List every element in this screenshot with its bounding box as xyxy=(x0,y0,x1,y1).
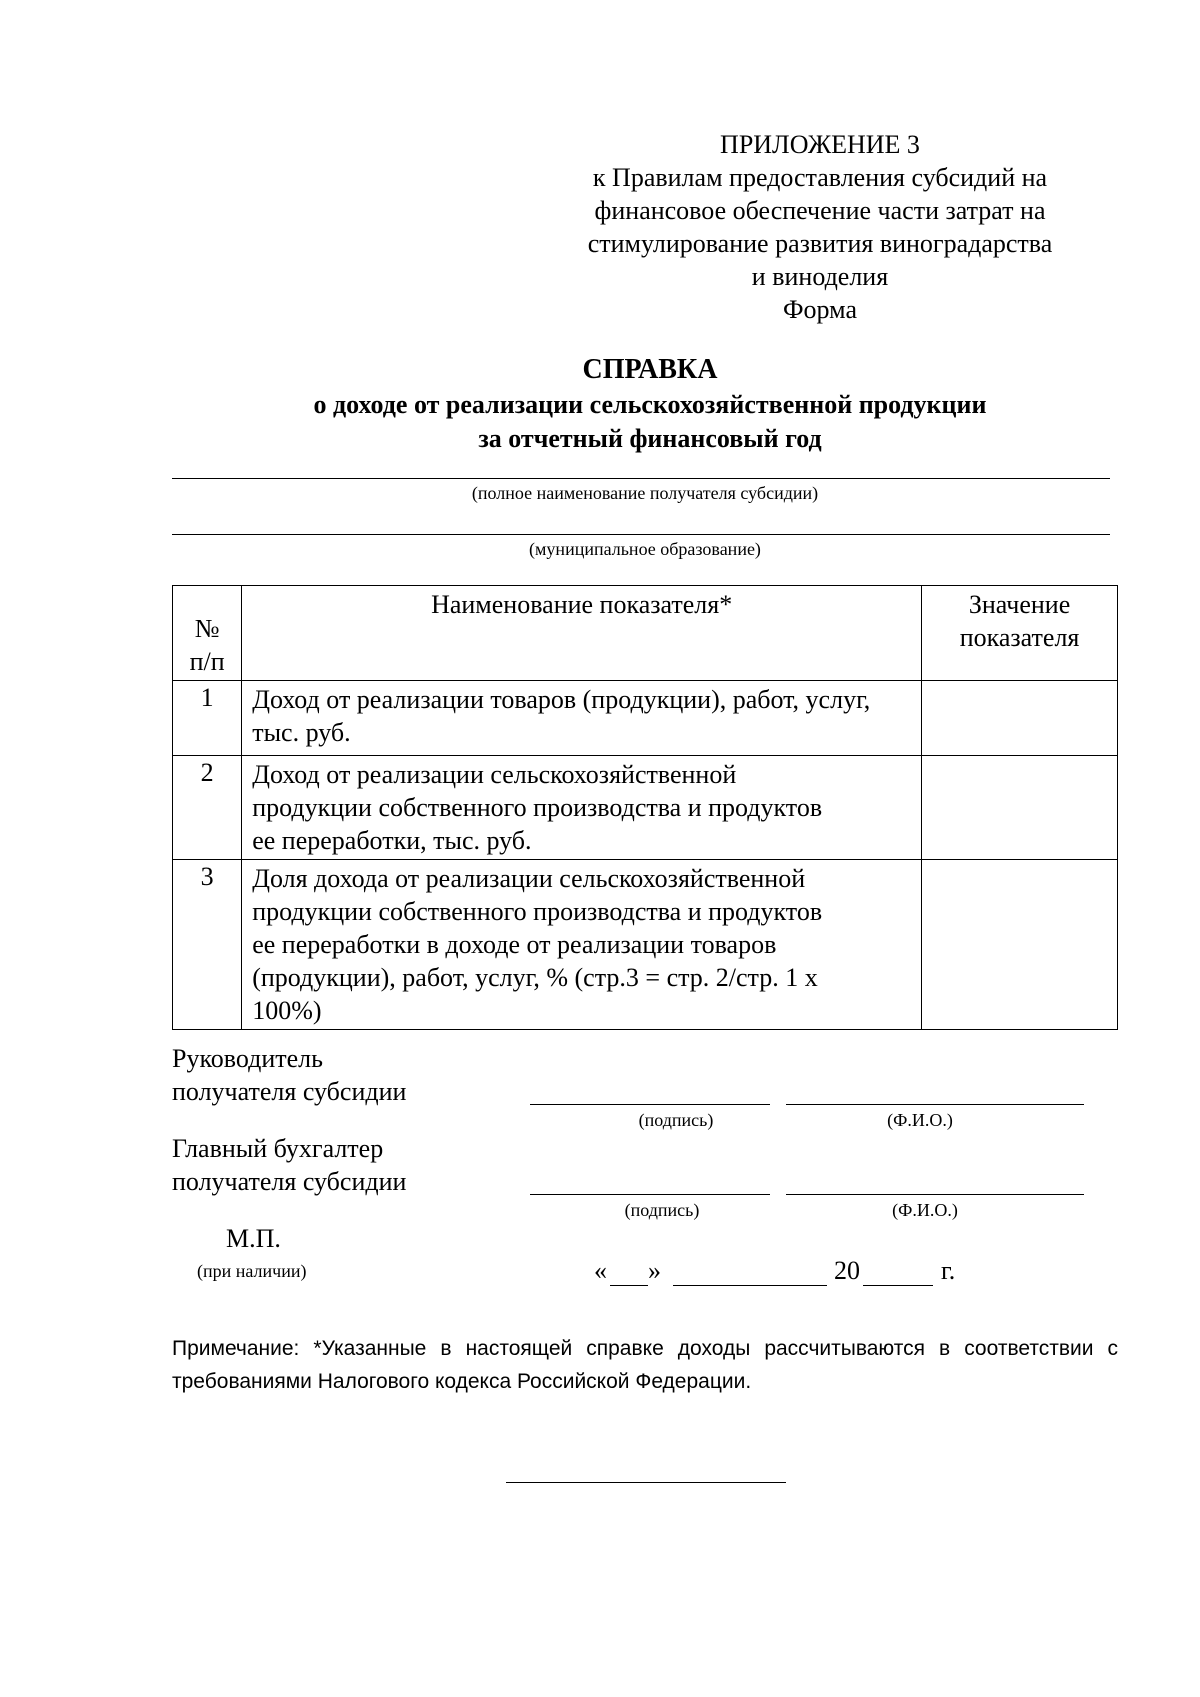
date-open-quote: « xyxy=(594,1256,607,1285)
footnote xyxy=(172,1332,1118,1398)
appendix-header xyxy=(540,128,1100,326)
appendix-line: финансовое обеспечение части затрат на xyxy=(594,196,1046,225)
stamp-label: М.П. xyxy=(226,1224,281,1253)
stamp-note: (при наличии) xyxy=(197,1261,307,1281)
row-value-cell[interactable] xyxy=(922,681,1118,756)
date-year-prefix: 20 xyxy=(834,1256,860,1285)
appendix-line: и виноделия xyxy=(751,262,889,291)
table-header-row xyxy=(173,586,1118,681)
accountant-fio-caption: (Ф.И.О.) xyxy=(892,1200,958,1220)
row-value-cell[interactable] xyxy=(922,756,1118,860)
row-number: 3 xyxy=(173,860,242,1030)
title-subline: о доходе от реализации сельскохозяйственной продукции xyxy=(313,390,987,419)
table-row xyxy=(173,756,1118,860)
row-number: 1 xyxy=(173,681,242,756)
form-label: Форма xyxy=(783,295,857,324)
row-number: 2 xyxy=(173,756,242,860)
head-fio-line[interactable] xyxy=(786,1104,1084,1105)
title-subline: за отчетный финансовый год xyxy=(478,424,822,453)
date-year-suffix: г. xyxy=(941,1256,956,1285)
row-name: Доля дохода от реализации сельскохозяйственной продукции собственного производства и продуктов ее переработки в доходе от реализации товаров (продукции), работ, услуг, % (стр.3 = стр. 2/стр. 1 х 100%) xyxy=(242,860,922,1030)
bottom-separator xyxy=(506,1482,786,1483)
row-name: Доход от реализации товаров (продукции), работ, услуг, тыс. руб. xyxy=(242,681,922,756)
header-name: Наименование показателя* xyxy=(242,586,922,681)
recipient-name-caption: (полное наименование получателя субсидии) xyxy=(471,483,819,503)
municipality-line[interactable] xyxy=(172,534,1110,535)
appendix-number: ПРИЛОЖЕНИЕ 3 xyxy=(720,130,920,159)
header-value: Значение показателя xyxy=(922,586,1118,681)
appendix-line: к Правилам предоставления субсидий на xyxy=(592,163,1048,192)
date-year-line[interactable] xyxy=(863,1285,933,1286)
date-day-line[interactable] xyxy=(610,1285,648,1286)
header-number: № п/п xyxy=(173,586,242,681)
accountant-signature-caption: (подпись) xyxy=(624,1200,700,1220)
head-signature-caption: (подпись) xyxy=(638,1110,714,1130)
date-close-quote: » xyxy=(648,1256,661,1285)
head-fio-caption: (Ф.И.О.) xyxy=(887,1110,953,1130)
indicators-table xyxy=(172,585,1118,1030)
document-title xyxy=(170,352,1130,456)
head-title: Руководитель получателя субсидии xyxy=(172,1044,407,1106)
accountant-title: Главный бухгалтер получателя субсидии xyxy=(172,1134,407,1196)
recipient-name-line[interactable] xyxy=(172,478,1110,479)
footnote-line: Примечание: *Указанные в настоящей справке доходы рассчитываются в соответствии с xyxy=(172,1337,1118,1360)
accountant-fio-line[interactable] xyxy=(786,1194,1084,1195)
table-row xyxy=(173,681,1118,756)
table-row xyxy=(173,860,1118,1030)
accountant-signature-line[interactable] xyxy=(530,1194,770,1195)
date-month-line[interactable] xyxy=(673,1285,827,1286)
row-value-cell[interactable] xyxy=(922,860,1118,1030)
appendix-line: стимулирование развития виноградарства xyxy=(587,229,1053,258)
municipality-caption: (муниципальное образование) xyxy=(529,539,761,559)
footnote-line: требованиями Налогового кодекса Российской Федерации. xyxy=(172,1370,752,1393)
head-signature-line[interactable] xyxy=(530,1104,770,1105)
row-name: Доход от реализации сельскохозяйственной продукции собственного производства и продуктов ее переработки, тыс. руб. xyxy=(242,756,922,860)
title-heading: СПРАВКА xyxy=(582,354,718,385)
